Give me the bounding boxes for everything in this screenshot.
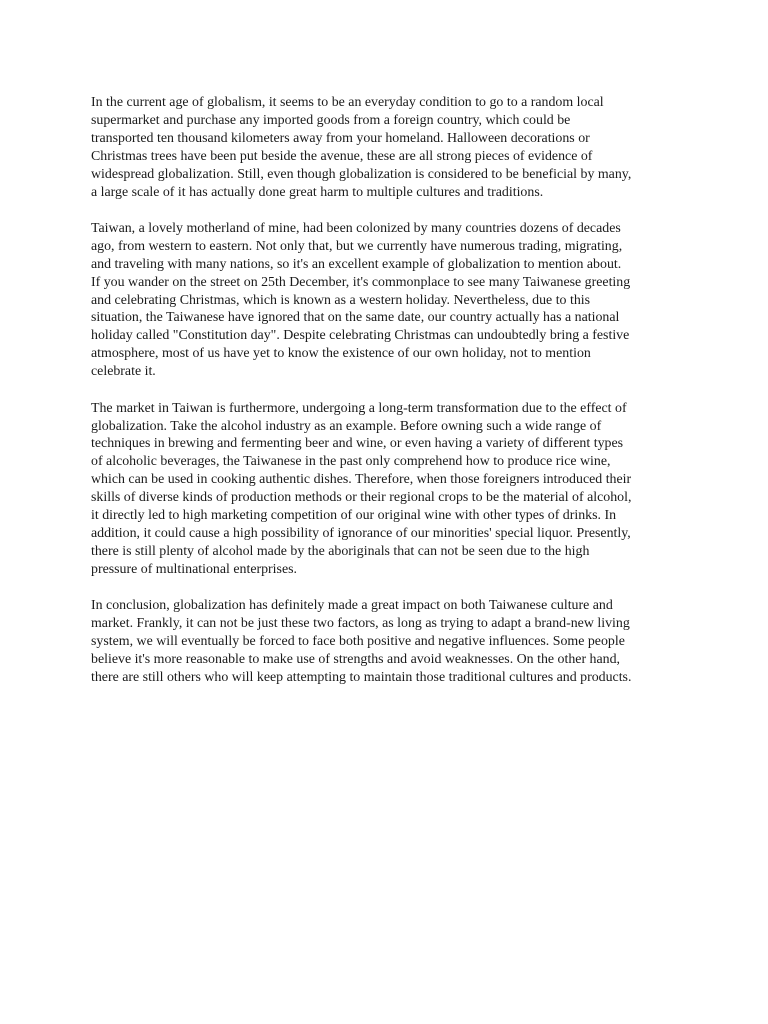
text-line: system, we will eventually be forced to face both positive and negative influences. Some people (91, 633, 625, 649)
text-line: If you wander on the street on 25th December, it's commonplace to see many Taiwanese greeting (91, 274, 631, 290)
text-line: transported ten thousand kilometers away from your homeland. Halloween decorations or (91, 130, 590, 146)
text-line: pressure of multinational enterprises. (91, 561, 297, 577)
text-line: supermarket and purchase any imported goods from a foreign country, which could be (91, 112, 571, 128)
text-line: which can be used in cooking authentic dishes. Therefore, when those foreigners introduced their (91, 472, 632, 488)
text-line: widespread globalization. Still, even though globalization is considered to be beneficial by many, (91, 166, 632, 182)
text-line: of alcoholic beverages, the Taiwanese in the past only comprehend how to produce rice wine, (91, 454, 611, 470)
text-line: ago, from western to eastern. Not only that, but we currently have numerous trading, migrating, (91, 238, 623, 254)
text-line: In the current age of globalism, it seems to be an everyday condition to go to a random local (91, 95, 604, 110)
paragraph (91, 220, 691, 381)
text-line: Taiwan, a lovely motherland of mine, had been colonized by many countries dozens of decades (91, 220, 621, 236)
text-line: and celebrating Christmas, which is known as a western holiday. Nevertheless, due to this (91, 292, 591, 308)
text-line: a large scale of it has actually done great harm to multiple cultures and traditions. (91, 184, 544, 200)
text-line: Christmas trees have been put beside the avenue, these are all strong pieces of evidence of (91, 148, 593, 164)
essay-body (91, 94, 691, 705)
text-line: market. Frankly, it can not be just these two factors, as long as trying to adapt a brand-new living (91, 616, 630, 632)
text-line: techniques in brewing and fermenting beer and wine, or even having a variety of different types (91, 436, 624, 452)
text-line: celebrate it. (91, 364, 156, 380)
paragraph (91, 400, 691, 579)
text-line: there is still plenty of alcohol made by the aboriginals that can not be seen due to the high (91, 543, 590, 559)
text-line: there are still others who will keep attempting to maintain those traditional cultures and products. (91, 669, 632, 685)
paragraph (91, 94, 691, 201)
text-line: addition, it could cause a high possibility of ignorance of our minorities' special liquor. Presently, (91, 525, 631, 541)
text-line: skills of diverse kinds of production methods or their regional crops to be the material of alcohol, (91, 490, 632, 506)
text-line: believe it's more reasonable to make use of strengths and avoid weaknesses. On the other hand, (91, 651, 621, 667)
text-line: In conclusion, globalization has definitely made a great impact on both Taiwanese culture and (91, 598, 613, 614)
text-line: globalization. Take the alcohol industry as an example. Before owning such a wide range of (91, 418, 602, 434)
text-line: The market in Taiwan is furthermore, undergoing a long-term transformation due to the effect of (91, 400, 627, 416)
paragraph (91, 597, 691, 687)
text-line: holiday called "Constitution day". Despite celebrating Christmas can undoubtedly bring a festive (91, 328, 630, 344)
text-line: and traveling with many nations, so it's an excellent example of globalization to mention about. (91, 256, 622, 272)
text-line: it directly led to high marketing competition of our original wine with other types of drinks. In (91, 508, 617, 524)
text-line: situation, the Taiwanese have ignored that on the same date, our country actually has a national (91, 310, 620, 326)
text-line: atmosphere, most of us have yet to know the existence of our own holiday, not to mention (91, 346, 591, 362)
